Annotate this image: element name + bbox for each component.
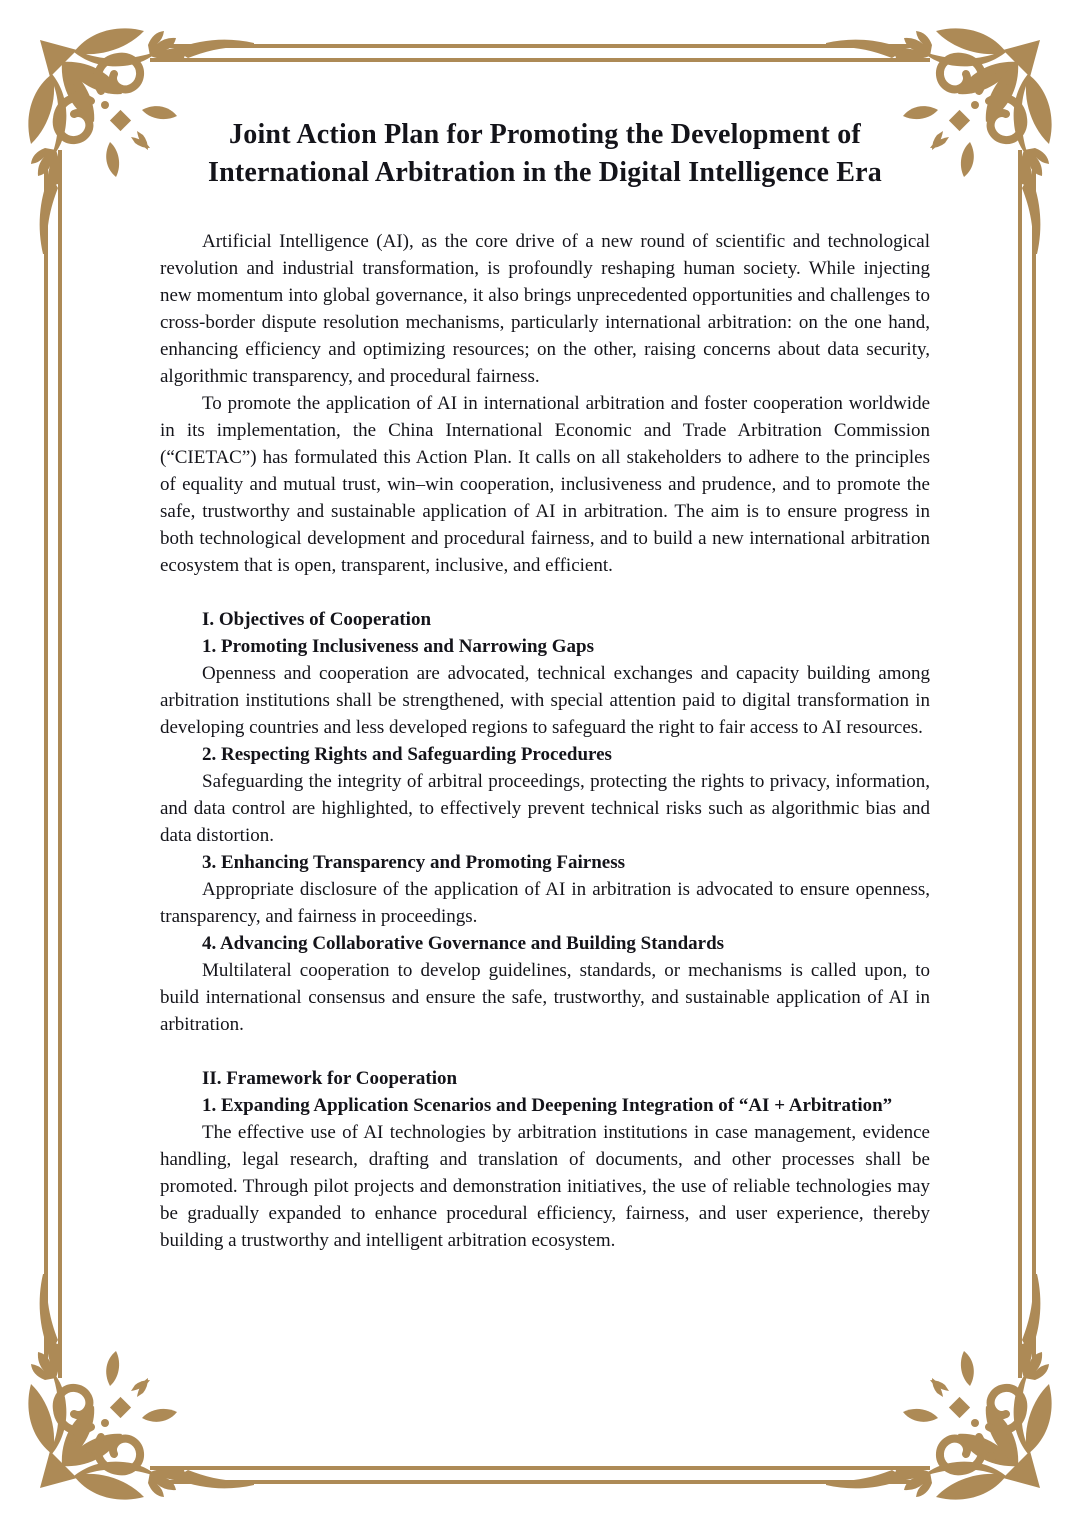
subsection-body-1-3: Appropriate disclosure of the application of AI in arbitration is advocated to ensure openness, transparency, and fairness in proceedings. — [160, 879, 930, 927]
section-heading-framework: II. Framework for Cooperation — [202, 1068, 458, 1089]
title-line-2: International Arbitration in the Digital Intelligence Era — [207, 157, 883, 188]
subsection-body-1-2: Safeguarding the integrity of arbitral proceedings, protecting the rights to privacy, information, and data control are highlighted, to effectively prevent technical risks such as algorithmic bias and data distortion. — [160, 771, 930, 846]
document-content — [160, 116, 930, 1254]
section-spacer — [160, 1038, 930, 1065]
title-line-1: Joint Action Plan for Promoting the Development of — [229, 119, 861, 150]
border-line-right-outer — [1032, 150, 1036, 1378]
flourish-corner-bottom-left-icon — [16, 1272, 256, 1512]
subsection-heading-2-1: 1. Expanding Application Scenarios and Deepening Integration of “AI + Arbitration” — [202, 1095, 893, 1116]
border-line-top-outer — [150, 44, 930, 48]
subsection-body-1-1: Openness and cooperation are advocated, technical exchanges and capacity building among arbitration institutions shall be strengthened, with special attention paid to digital transformation in developing countries and less developed regions to safeguard the right to fair access to AI resources. — [160, 663, 930, 738]
flourish-corner-bottom-right-icon — [824, 1272, 1064, 1512]
subsection-heading-1-1: 1. Promoting Inclusiveness and Narrowing Gaps — [202, 636, 595, 657]
intro-paragraph-1: Artificial Intelligence (AI), as the core drive of a new round of scientific and technological revolution and industrial transformation, is profoundly reshaping human society. While injecting new momentum into global governance, it also brings unprecedented opportunities and challenges to cross-border dispute resolution mechanisms, particularly international arbitration: on the one hand, enhancing efficiency and optimizing resources; on the other, raising concerns about data security, algorithmic transparency, and procedural fairness. — [160, 231, 930, 387]
subsection-body-2-1: The effective use of AI technologies by arbitration institutions in case management, evidence handling, legal research, drafting and translation of documents, and other processes shall be promoted. Through pilot projects and demonstration initiatives, the use of reliable technologies may be gradually expanded to enhance procedural efficiency, fairness, and user experience, thereby building a trustworthy and intelligent arbitration ecosystem. — [160, 1122, 930, 1251]
page-title — [160, 116, 930, 192]
border-line-top-inner — [150, 58, 930, 62]
intro-paragraph-2: To promote the application of AI in international arbitration and foster cooperation worldwide in its implementation, the China International Economic and Trade Arbitration Commission (“CIETAC”) has formulated this Action Plan. It calls on all stakeholders to adhere to the principles of equality and mutual trust, win–win cooperation, inclusiveness and prudence, and to promote the safe, trustworthy and sustainable application of AI in arbitration. The aim is to ensure progress in both technological development and procedural fairness, and to build a new international arbitration ecosystem that is open, transparent, inclusive, and efficient. — [160, 393, 930, 576]
subsection-body-1-4: Multilateral cooperation to develop guidelines, standards, or mechanisms is called upon, to build international consensus and ensure the safe, trustworthy, and sustainable application of AI in arbitration. — [160, 960, 930, 1035]
border-line-right-inner — [1018, 150, 1022, 1378]
subsection-heading-1-4: 4. Advancing Collaborative Governance and Building Standards — [202, 933, 725, 954]
border-line-left-outer — [44, 150, 48, 1378]
border-line-left-inner — [58, 150, 62, 1378]
section-spacer — [160, 579, 930, 606]
subsection-heading-1-2: 2. Respecting Rights and Safeguarding Procedures — [202, 744, 612, 765]
border-line-bottom-outer — [150, 1480, 930, 1484]
border-line-bottom-inner — [150, 1466, 930, 1470]
subsection-heading-1-3: 3. Enhancing Transparency and Promoting Fairness — [202, 852, 625, 873]
section-heading-objectives: I. Objectives of Cooperation — [202, 609, 432, 630]
